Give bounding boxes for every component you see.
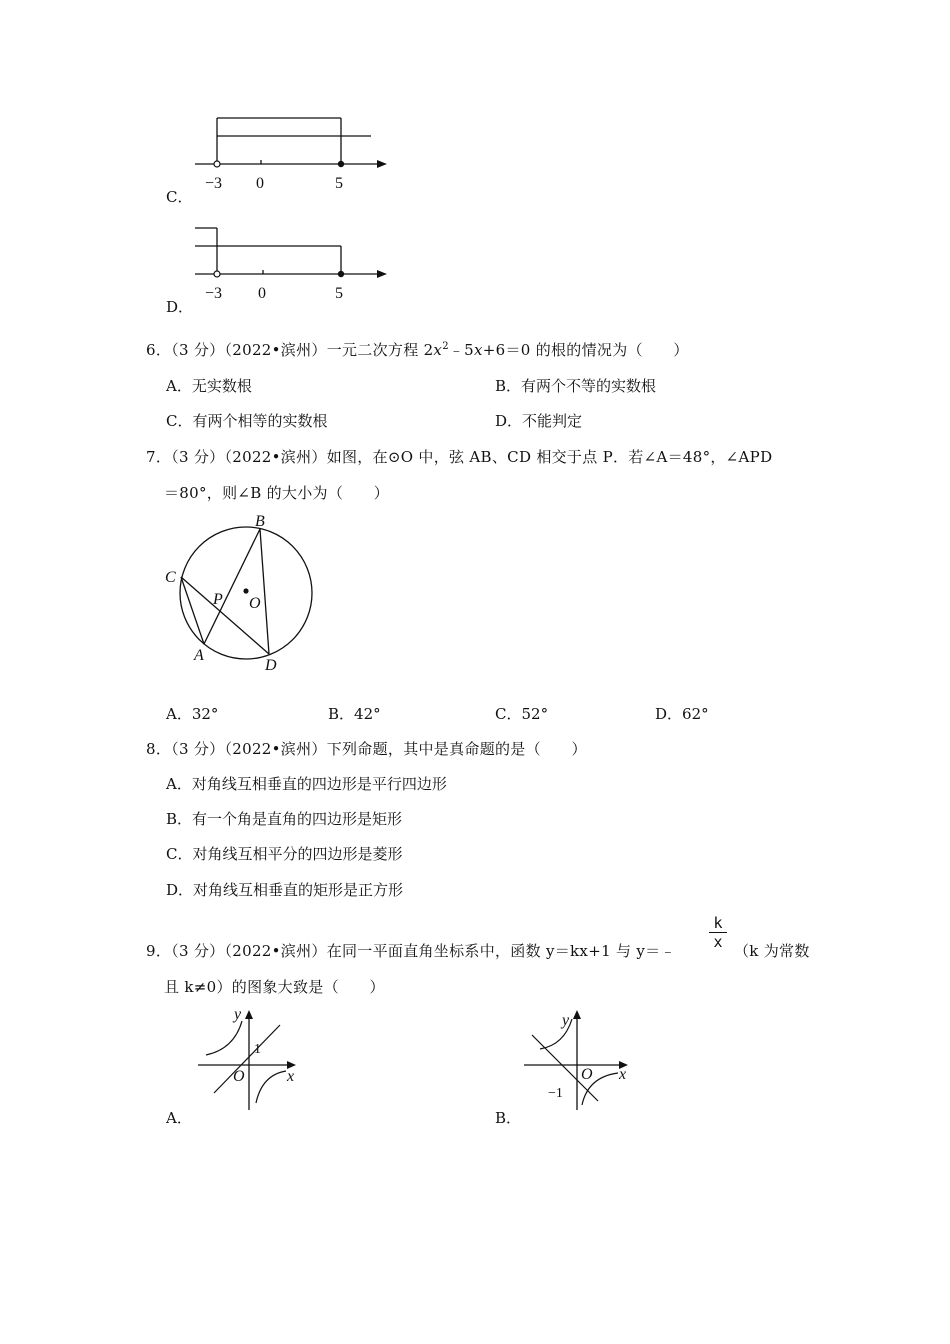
q8-option-d[interactable]: D．对角线互相垂直的矩形是正方形: [166, 881, 404, 899]
label-a: A: [194, 647, 204, 664]
q8-option-c[interactable]: C．对角线互相平分的四边形是菱形: [166, 845, 403, 863]
q8-option-b[interactable]: B．有一个角是直角的四边形是矩形: [166, 810, 403, 828]
axis-y-label: y: [562, 1012, 570, 1029]
tick-0: 0: [256, 175, 264, 192]
question-8-stem: 8．（3 分）（2022•滨州）下列命题，其中是真命题的是（ ）: [146, 740, 587, 758]
question-source: （2022•滨州）: [224, 942, 327, 960]
question-score: （3 分）: [171, 740, 225, 758]
q8-option-a[interactable]: A．对角线互相垂直的四边形是平行四边形: [166, 775, 447, 793]
q6-option-c[interactable]: C．有两个相等的实数根: [166, 412, 328, 430]
question-source: （2022•滨州）: [224, 448, 327, 466]
question-score: （3 分）: [171, 942, 225, 960]
label-c: C: [165, 569, 176, 586]
q7-option-d[interactable]: D．62°: [655, 705, 709, 723]
tick-5: 5: [335, 175, 343, 192]
axis-y-label: y: [234, 1006, 242, 1023]
y-intercept-label: 1: [254, 1042, 261, 1057]
option-c-label: C．: [166, 188, 193, 206]
origin-label: O: [233, 1068, 245, 1085]
axis-x-label: x: [619, 1066, 627, 1083]
question-6-stem: 6．（3 分）（2022•滨州）一元二次方程 $2x^2﹣5x+6=0$ 的根的情况为（ ）: [146, 341, 689, 359]
question-source: （2022•滨州）: [224, 740, 327, 758]
label-b: B: [255, 513, 265, 530]
option-d-label: D．: [166, 298, 194, 316]
question-score: （3 分）: [171, 341, 225, 359]
q6-option-d[interactable]: D．不能判定: [495, 412, 583, 430]
tick-5: 5: [335, 285, 343, 302]
tick-neg3: −3: [205, 285, 223, 302]
question-number: 8．: [146, 740, 172, 758]
q7-option-b[interactable]: B．42°: [328, 705, 381, 723]
question-number: 7．: [146, 448, 172, 466]
label-p: P: [213, 591, 223, 608]
question-number: 9．: [146, 942, 172, 960]
origin-label: O: [581, 1066, 593, 1083]
q7-option-a[interactable]: A．32°: [166, 705, 219, 723]
fraction-denominator: x: [713, 933, 723, 951]
question-7-stem: 7．（3 分）（2022•滨州）如图，在⊙O 中，弦 AB、CD 相交于点 P．若∠A＝48°，∠APD: [146, 448, 773, 466]
axis-x-label: x: [287, 1068, 295, 1085]
question-7-stem-line2: ＝80°，则∠B 的大小为（ ）: [164, 484, 390, 502]
graph-option-b: [518, 1005, 643, 1113]
q9-option-a[interactable]: A．: [166, 1109, 192, 1127]
tick-neg3: −3: [205, 175, 223, 192]
label-d: D: [265, 657, 277, 674]
question-9-stem: 9．（3 分）（2022•滨州）在同一平面直角坐标系中，函数 y＝kx+1 与 y＝﹣: [146, 942, 676, 960]
question-source: （2022•滨州）: [224, 341, 327, 359]
question-number: 6．: [146, 341, 172, 359]
question-9-stem-tail: （k 为常数: [734, 942, 810, 960]
q6-option-b[interactable]: B．有两个不等的实数根: [495, 377, 657, 395]
fraction-k-over-x: [706, 914, 730, 951]
q6-option-a[interactable]: A．无实数根: [166, 377, 252, 395]
number-line-option-c: [185, 108, 395, 193]
fraction-numerator: k: [713, 914, 723, 932]
question-score: （3 分）: [171, 448, 225, 466]
q7-option-c[interactable]: C．52°: [495, 705, 549, 723]
question-9-stem-line2: 且 k≠0）的图象大致是（ ）: [164, 978, 385, 996]
graph-option-a: [190, 1005, 310, 1113]
tick-0: 0: [258, 285, 266, 302]
label-o: O: [249, 595, 261, 612]
q9-option-b[interactable]: B．: [495, 1109, 522, 1127]
circle-figure: [160, 505, 330, 680]
y-intercept-label: −1: [548, 1086, 563, 1101]
number-line-option-d: [185, 220, 395, 305]
